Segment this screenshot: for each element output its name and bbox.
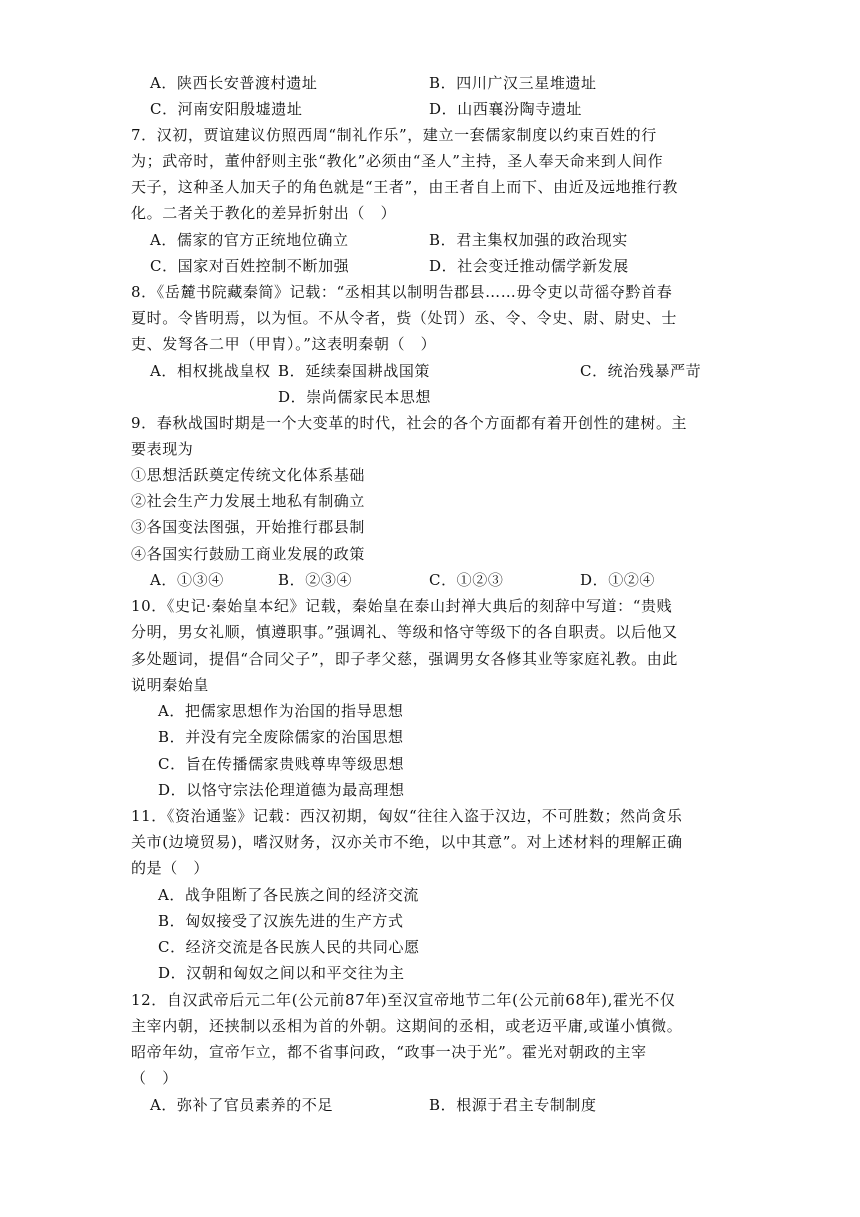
q9-stem-line: 9．春秋战国时期是一个大变革的时代，社会的各个方面都有着开创性的建树。主 [131,414,688,432]
q7-option-a[interactable]: A．儒家的官方正统地位确立 [150,231,349,249]
q11-option-c[interactable]: C．经济交流是各民族人民的共同心愿 [158,938,420,956]
q10-stem-line: 多处题词，提倡“合同父子”，即子孝父慈，强调男女各修其业等家庭礼教。由此 [131,650,678,668]
q12-stem-line: 昭帝年幼，宣帝乍立，都不省事问政，“政事一决于光”。霍光对朝政的主宰 [131,1043,647,1061]
q10-option-a[interactable]: A．把儒家思想作为治国的指导思想 [158,702,404,720]
q9-option-c[interactable]: C．①②③ [429,571,504,589]
q11-option-d[interactable]: D．汉朝和匈奴之间以和平交往为主 [158,964,405,982]
q9-stem-line: 要表现为 [131,440,194,458]
q12-stem-line: 12．自汉武帝后元二年(公元前87年)至汉宣帝地节二年(公元前68年),霍光不仅 [131,991,676,1009]
q10-option-b[interactable]: B．并没有完全废除儒家的治国思想 [158,728,404,746]
q7-stem-line: 天子，这种圣人加天子的角色就是“王者”，由王者自上而下、由近及远地推行教 [131,178,678,196]
q8-option-b[interactable]: B．延续秦国耕战国策 [278,362,431,380]
q6-option-d[interactable]: D．山西襄汾陶寺遗址 [429,100,583,118]
q6-option-c[interactable]: C．河南安阳殷墟遗址 [150,100,303,118]
q10-stem-line: 说明秦始皇 [131,676,210,694]
q12-stem-line: 主宰内朝，还挟制以丞相为首的外朝。这期间的丞相，或老迈平庸,或谨小慎微。 [131,1017,683,1035]
q8-stem-line: 吏、发弩各二甲（甲胄）。”这表明秦朝（ ） [131,335,437,353]
q12-option-b[interactable]: B．根源于君主专制制度 [429,1096,597,1114]
q8-option-a[interactable]: A．相权挑战皇权 [150,362,271,380]
q10-option-d[interactable]: D．以恪守宗法伦理道德为最高理想 [158,781,405,799]
q9-statement: ③各国变法图强，开始推行郡县制 [131,518,366,536]
q10-stem-line: 分明，男女礼顺，慎遵职事。”强调礼、等级和恪守等级下的各自职责。以后他又 [131,623,678,641]
q10-stem-line: 10．《史记·秦始皇本纪》记载，秦始皇在泰山封禅大典后的刻辞中写道：“贵贱 [131,597,673,615]
q9-statement: ①思想活跃奠定传统文化体系基础 [131,466,366,484]
q7-stem-line: 为；武帝时，董仲舒则主张“教化”必须由“圣人”主持，圣人奉天命来到人间作 [131,152,664,170]
q10-option-c[interactable]: C．旨在传播儒家贵贱尊卑等级思想 [158,755,405,773]
q9-option-a[interactable]: A．①③④ [150,571,224,589]
q7-option-d[interactable]: D．社会变迁推动儒学新发展 [429,257,629,275]
q12-option-a[interactable]: A．弥补了官员素养的不足 [150,1096,334,1114]
q8-stem-line: 8．《岳麓书院藏秦简》记载：“丞相其以制明告郡县……毋令吏以苛徭夺黔首春 [131,283,673,301]
q8-option-d[interactable]: D．崇尚儒家民本思想 [278,388,432,406]
q7-option-b[interactable]: B．君主集权加强的政治现实 [429,231,628,249]
q7-stem-line: 7．汉初，贾谊建议仿照西周“制礼作乐”，建立一套儒家制度以约束百姓的行 [131,126,657,144]
q11-stem-line: 的是（ ） [131,859,210,877]
q7-option-c[interactable]: C．国家对百姓控制不断加强 [150,257,350,275]
q9-option-d[interactable]: D．①②④ [580,571,656,589]
q9-option-b[interactable]: B．②③④ [278,571,353,589]
q8-stem-line: 夏时。令皆明焉，以为恒。不从令者，赀（处罚）丞、令、令史、尉、尉史、士 [131,309,678,327]
q9-statement: ②社会生产力发展土地私有制确立 [131,492,366,510]
q6-option-a[interactable]: A．陕西长安普渡村遗址 [150,74,318,92]
q9-statement: ④各国实行鼓励工商业发展的政策 [131,545,366,563]
q11-option-b[interactable]: B．匈奴接受了汉族先进的生产方式 [158,912,404,930]
q12-stem-line: （ ） [131,1069,178,1087]
q11-stem-line: 关市(边境贸易)，嗜汉财务，汉亦关市不绝，以中其意”。对上述材料的理解正确 [131,833,683,851]
q7-stem-line: 化。二者关于教化的差异折射出（ ） [131,204,397,222]
q11-option-a[interactable]: A．战争阻断了各民族之间的经济交流 [158,886,420,904]
q8-option-c[interactable]: C．统治残暴严苛 [580,362,702,380]
q6-option-b[interactable]: B．四川广汉三星堆遗址 [429,74,597,92]
q11-stem-line: 11．《资治通鉴》记载：西汉初期，匈奴“往往入盗于汉边，不可胜数；然尚贪乐 [131,807,683,825]
